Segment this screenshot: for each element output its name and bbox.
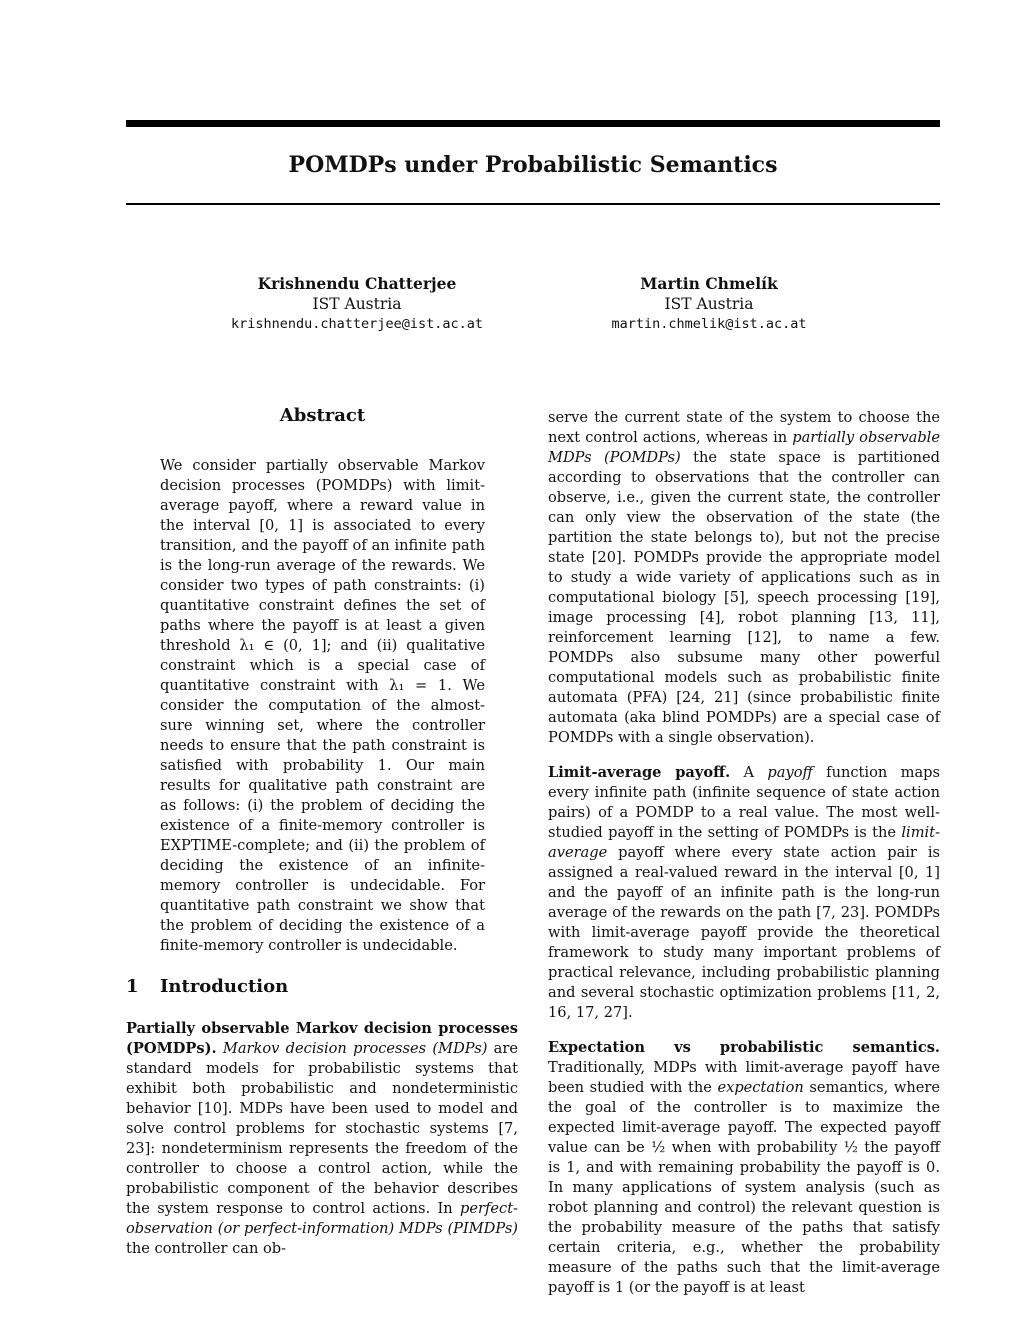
emphasis-text: payoff xyxy=(767,764,813,781)
abstract-body xyxy=(160,456,485,956)
limit-average-paragraph xyxy=(548,763,940,1023)
abstract-text: We consider partially observable Markov decision processes (POMDPs) with limit-average payoff, where a reward value in the interval [0, 1] is associated to every transition, and the payoff of an infinite path is the long-run average of the rewards. We consider two types of path constraints: (i) quantitative constraint defines the set of paths where the payoff is at least a given threshold λ₁ ∈ (0, 1]; and (ii) qualitative constraint which is a special case of quantitative constraint with λ₁ = 1. We consider the computation of the almost-sure winning set, where the controller needs to ensure that the path constraint is satisfied with probability 1. Our main results for qualitative path constraint are as follows: (i) the problem of deciding the existence of a finite-memory controller is EXPTIME-complete; and (ii) the problem of deciding the existence of an infinite-memory controller is undecidable. For quantitative path constraint we show that the problem of deciding the existence of a finite-memory controller is undecidable. xyxy=(160,457,485,954)
paragraph-text: the state space is partitioned according to observations that the controller can observe, i.e., given the current state, the controller can only view the observation of the state (the partition the state belongs to), but not the precise state [20]. POMDPs provide the appropriate model to study a wide variety of applications such as in computational biology [5], speech processing [19], image processing [4], robot planning [13, 11], reinforcement learning [12], to name a few. POMDPs also subsume many other powerful computational models such as probabilistic finite automata (PFA) [24, 21] (since probabilistic finite automata (aka blind POMDPs) are a special case of POMDPs with a single observation). xyxy=(548,449,940,746)
paragraph-text: A xyxy=(730,764,768,781)
continued-paragraph xyxy=(548,408,940,748)
paragraph-text: are standard models for probabilistic systems that exhibit both probabilistic and nondeterministic behavior [10]. MDPs have been used to model and solve control problems for stochastic systems [7, 23]: nondeterminism represents the freedom of the controller to choose a control action, while the probabilistic component of the behavior describes the system response to control actions. In xyxy=(126,1040,518,1217)
paragraph-text: serve the current state of the system to choose the next control actions, whereas in xyxy=(548,409,940,446)
emphasis-text: limit-average xyxy=(548,824,940,861)
title-rule-bottom xyxy=(126,203,940,205)
right-column xyxy=(548,408,940,1298)
paragraph-text: the controller can ob- xyxy=(126,1240,287,1257)
author-email[interactable]: krishnendu.chatterjee@ist.ac.at xyxy=(231,316,483,332)
title-rule-top xyxy=(126,120,940,127)
paragraph-runin-heading: Expectation vs probabilistic semantics. xyxy=(548,1039,940,1056)
paragraph-text: function maps every infinite path (infinite sequence of state action pairs) of a POMDP to a real value. The most well-studied payoff in the setting of POMDPs is the xyxy=(548,764,940,841)
author-block-1 xyxy=(187,274,527,334)
expectation-paragraph xyxy=(548,1038,940,1298)
emphasis-text: expectation xyxy=(717,1079,804,1096)
abstract-heading: Abstract xyxy=(279,405,366,426)
paragraph-runin-heading: Limit-average payoff. xyxy=(548,764,731,781)
author-affiliation: IST Austria xyxy=(312,295,402,313)
intro-paragraph xyxy=(126,1019,518,1259)
author-name: Martin Chmelík xyxy=(640,274,778,293)
emphasis-text: perfect-observation (or perfect-information) MDPs (PIMDPs) xyxy=(126,1200,518,1237)
author-affiliation: IST Austria xyxy=(664,295,754,313)
emphasis-text: partially observable MDPs (POMDPs) xyxy=(548,429,940,466)
paragraph-text: Traditionally, MDPs with limit-average payoff have been studied with the xyxy=(548,1059,940,1096)
author-email[interactable]: martin.chmelik@ist.ac.at xyxy=(611,316,807,332)
paragraph-text: payoff where every state action pair is assigned a real-valued reward in the interval [0, 1] and the payoff of an infinite path is the long-run average of the rewards on the path [7, 23]. POMDPs with limit-average payoff provide the theoretical framework to study many important problems of practical relevance, including probabilistic planning and several stochastic optimization problems [11, 2, 16, 17, 27]. xyxy=(548,844,940,1021)
section-heading xyxy=(126,976,288,997)
paper-title: POMDPs under Probabilistic Semantics xyxy=(288,152,778,178)
paragraph-runin-heading: Partially observable Markov decision processes (POMDPs). xyxy=(126,1020,518,1057)
section-number: 1 xyxy=(126,976,139,997)
author-block-2 xyxy=(539,274,879,334)
section-title: Introduction xyxy=(160,976,289,997)
paragraph-text: semantics, where the goal of the controller is to maximize the expected limit-average payoff. The expected payoff value can be ½ when with probability ½ the payoff is 1, and with remaining probability the payoff is 0. In many applications of system analysis (such as robot planning and control) the relevant question is the probability measure of the paths that satisfy certain criteria, e.g., whether the probability measure of the paths such that the limit-average payoff is 1 (or the payoff is at least xyxy=(548,1079,940,1296)
author-name: Krishnendu Chatterjee xyxy=(257,274,457,293)
emphasis-text: Markov decision processes (MDPs) xyxy=(222,1040,488,1057)
